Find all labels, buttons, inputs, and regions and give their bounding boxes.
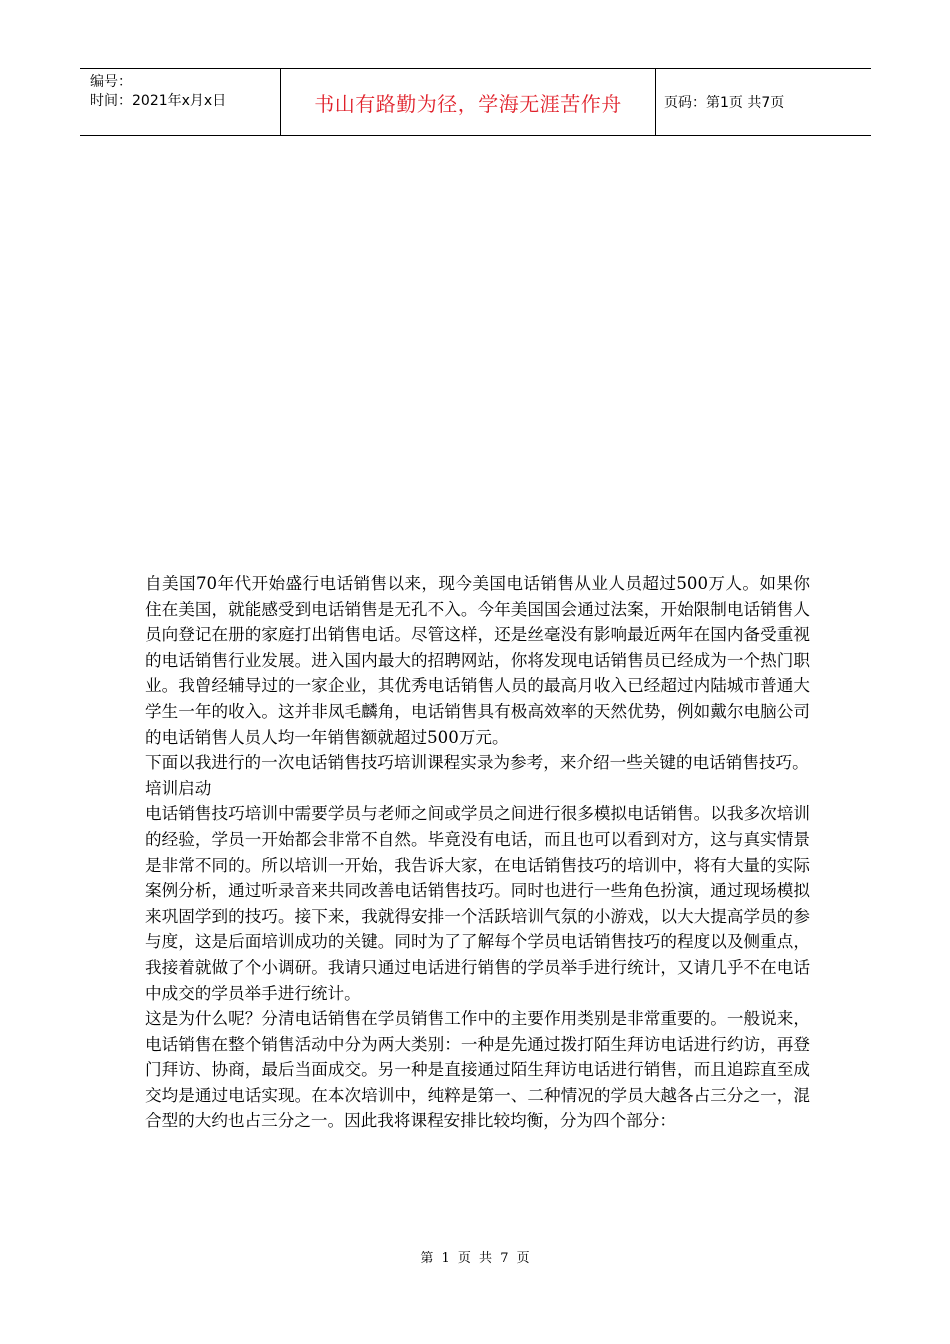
paragraph-categories: 这是为什么呢？分清电话销售在学员销售工作中的主要作用类别是非常重要的。一般说来，电话销售在整个销售活动中分为两大类别：一种是先通过拨打陌生拜访电话进行约访，再登门拜访、协商，最后当面成交。另一种是直接通过陌生拜访电话进行销售，而且追踪直至成交均是通过电话实现。在本次培训中，纯粹是第一、二种情况的学员大越各占三分之一，混合型的大约也占三分之一。因此我将课程安排比较均衡，分为四个部分： bbox=[145, 1009, 810, 1131]
paragraph-training-start: 电话销售技巧培训中需要学员与老师之间或学员之间进行很多模拟电话销售。以我多次培训的经验，学员一开始都会非常不自然。毕竟没有电话，而且也可以看到对方，这与真实情景是非常不同的。所以培训一开始，我告诉大家，在电话销售技巧的培训中，将有大量的实际案例分析，通过听录音来共同改善电话销售技巧。同时也进行一些角色扮演，通过现场模拟来巩固学到的技巧。接下来，我就得安排一个活跃培训气氛的小游戏，以大大提高学员的参与度，这是后面培训成功的关键。同时为了了解每个学员电话销售技巧的程度以及侧重点，我接着就做了个小调研。我请只通过电话进行销售的学员举手进行统计，又请几乎不在电话中成交的学员举手进行统计。 bbox=[145, 804, 810, 1003]
header-page-label: 页码：第1页 共7页 bbox=[664, 95, 785, 111]
header-meta-cell bbox=[80, 69, 280, 135]
page-footer: 第 1 页 共 7 页 bbox=[420, 1251, 530, 1266]
document-number-label: 编号： bbox=[90, 74, 132, 90]
paragraph-intro: 自美国70年代开始盛行电话销售以来，现今美国电话销售从业人员超过500万人。如果你住在美国，就能感受到电话销售是无孔不入。今年美国国会通过法案，开始限制电话销售人员向登记在册的家庭打出销售电话。尽管这样，还是丝毫没有影响最近两年在国内备受重视的电话销售行业发展。进入国内最大的招聘网站，你将发现电话销售员已经成为一个热门职业。我曾经辅导过的一家企业，其优秀电话销售人员的最高月收入已经超过内陆城市普通大学生一年的收入。这并非凤毛麟角，电话销售具有极高效率的天然优势，例如戴尔电脑公司的电话销售人员人均一年销售额就超过500万元。 bbox=[145, 574, 810, 747]
paragraph-course-intro: 下面以我进行的一次电话销售技巧培训课程实录为参考，来介绍一些关键的电话销售技巧。 bbox=[145, 753, 809, 773]
section-heading-training-start: 培训启动 bbox=[145, 778, 212, 798]
header-motto: 书山有路勤为径，学海无涯苦作舟 bbox=[280, 69, 656, 135]
document-body bbox=[145, 571, 810, 1134]
header-table bbox=[80, 68, 871, 136]
document-date-label: 时间：2021年x月x日 bbox=[90, 93, 227, 109]
